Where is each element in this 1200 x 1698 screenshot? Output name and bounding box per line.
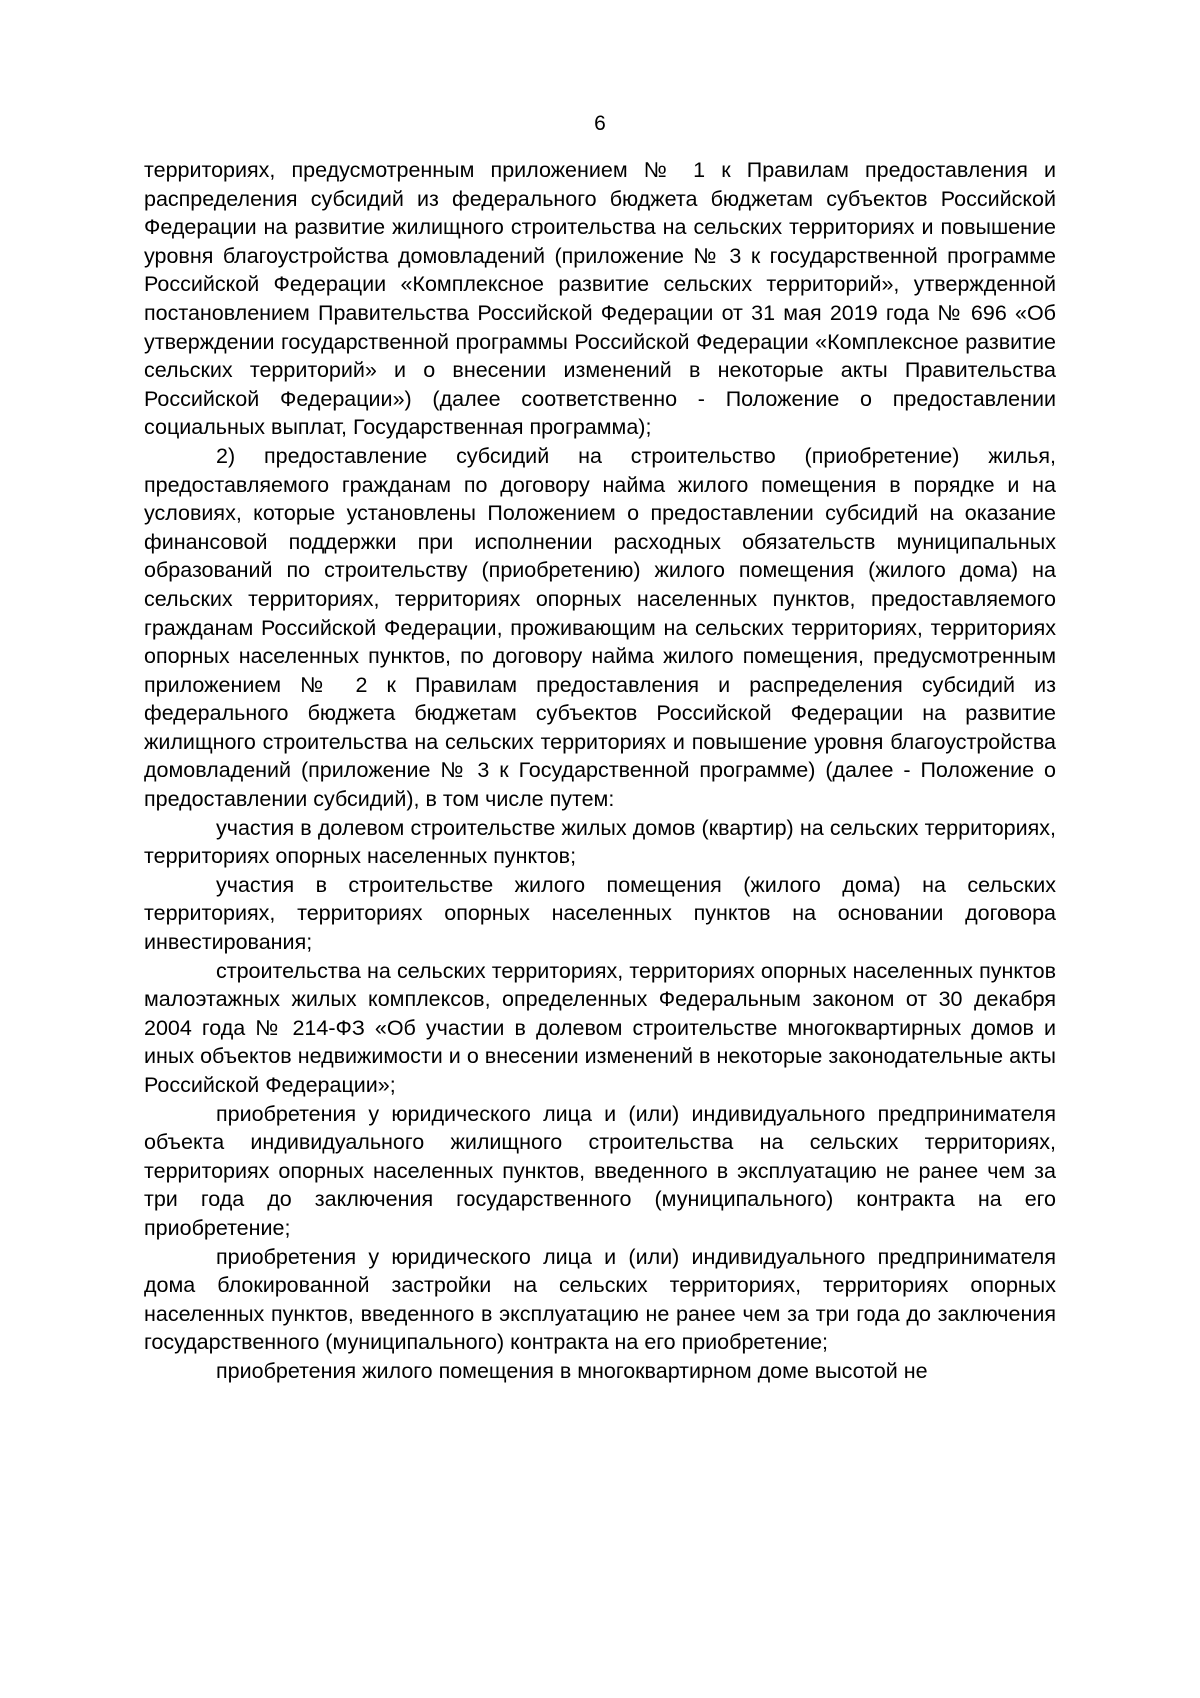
document-body	[144, 156, 1056, 1386]
page-number: 6	[594, 112, 606, 135]
paragraph-apartment-building: приобретения жилого помещения в многоквартирном доме высотой не	[216, 1358, 928, 1383]
paragraph-individual-housing: приобретения у юридического лица и (или) индивидуального предпринимателя объекта индивидуального жилищного строительства на сельских территориях, территориях опорных населенных пунктов, введенного в эксплуатацию не ранее чем за три года до заключения государственного (муниципального) контракта на его приобретение;	[144, 1101, 1056, 1240]
paragraph-blocked-house: приобретения у юридического лица и (или) индивидуального предпринимателя дома блокированной застройки на сельских территориях, территориях опорных населенных пунктов, введенного в эксплуатацию не ранее чем за три года до заключения государственного (муниципального) контракта на его приобретение;	[144, 1244, 1056, 1355]
paragraph-continuation: территориях, предусмотренным приложением № 1 к Правилам предоставления и распределения субсидий из федерального бюджета бюджетам субъектов Российской Федерации на развитие жилищного строительства на сельских территориях и повышение уровня благоустройства домовладений (приложение № 3 к государственной программе Российской Федерации «Комплексное развитие сельских территорий», утвержденной постановлением Правительства Российской Федерации от 31 мая 2019 года № 696 «Об утверждении государственной программы Российской Федерации «Комплексное развитие сельских территорий» и о внесении изменений в некоторые акты Правительства Российской Федерации») (далее соответственно - Положение о предоставлении социальных выплат, Государственная программа);	[144, 158, 1056, 440]
paragraph-investment-construction: участия в строительстве жилого помещения (жилого дома) на сельских территориях, территориях опорных населенных пунктов на основании договора инвестирования;	[144, 872, 1056, 955]
paragraph-item-2: 2) предоставление субсидий на строительство (приобретение) жилья, предоставляемого гражданам по договору найма жилого помещения в порядке и на условиях, которые установлены Положением о предоставлении субсидий на оказание финансовой поддержки при исполнении расходных обязательств муниципальных образований по строительству (приобретению) жилого помещения (жилого дома) на сельских территориях, территориях опорных населенных пунктов, предоставляемого гражданам Российской Федерации, проживающим на сельских территориях, территориях опорных населенных пунктов, по договору найма жилого помещения, предусмотренным приложением № 2 к Правилам предоставления и распределения субсидий из федерального бюджета бюджетам субъектов Российской Федерации на развитие жилищного строительства на сельских территориях и повышение уровня благоустройства домовладений (приложение № 3 к Государственной программе) (далее - Положение о предоставлении субсидий), в том числе путем:	[144, 443, 1056, 812]
paragraph-shared-construction: участия в долевом строительстве жилых домов (квартир) на сельских территориях, территориях опорных населенных пунктов;	[144, 815, 1056, 869]
paragraph-low-rise-complexes: строительства на сельских территориях, территориях опорных населенных пунктов малоэтажных жилых комплексов, определенных Федеральным законом от 30 декабря 2004 года № 214-ФЗ «Об участии в долевом строительстве многоквартирных домов и иных объектов недвижимости и о внесении изменений в некоторые законодательные акты Российской Федерации»;	[144, 958, 1056, 1097]
